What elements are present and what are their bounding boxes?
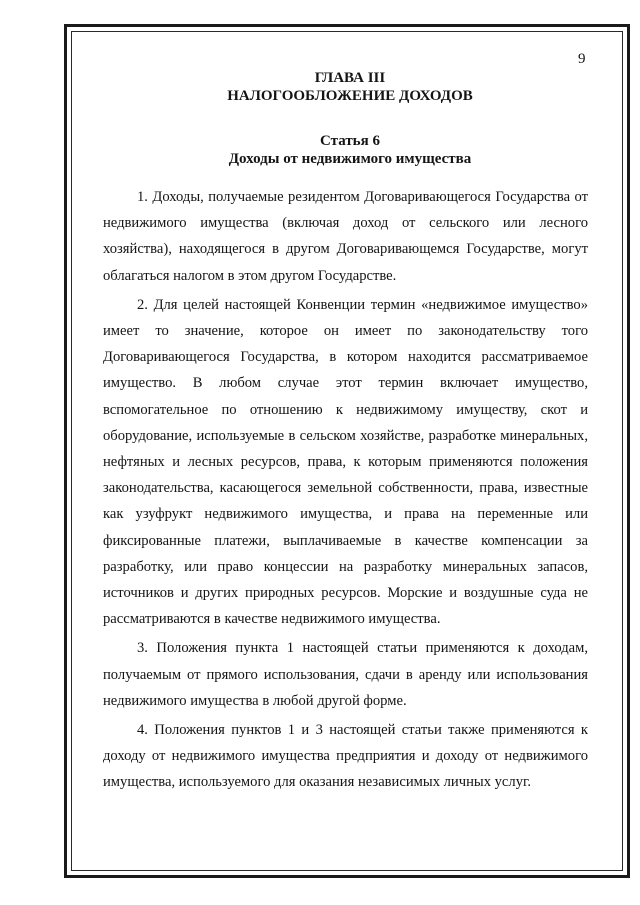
chapter-number: ГЛАВА III: [314, 70, 386, 86]
chapter-title: НАЛОГООБЛОЖЕНИЕ ДОХОДОВ: [227, 88, 473, 104]
article-title: Доходы от недвижимого имущества: [228, 151, 472, 167]
article-number: Статья 6: [320, 133, 380, 149]
paragraph-4: 4. Положения пунктов 1 и 3 настоящей статьи также применяются к доходу от недвижимого имущества предприятия и доходу от недвижимого имущества, используемого для оказания независимых личных услуг.: [103, 722, 588, 791]
chapter-heading: [100, 69, 600, 105]
article-heading: [100, 132, 600, 168]
paragraph-2: 2. Для целей настоящей Конвенции термин «недвижимое имущество» имеет то значение, которое он имеет по законодательству того Договаривающегося Государства, в котором находится рассматриваемое имущество. В любом случае этот термин включает имущество, вспомогательное по отношению к недвижимому имуществу, скот и оборудование, используемые в сельском хозяйстве, разработке минеральных, нефтяных и лесных ресурсов, права, к которым применяются положения законодательства, касающегося земельной собственности, права, известные как узуфрукт недвижимого имущества, и права на переменные или фиксированные платежи, выплачиваемые в качестве компенсации за разработку, или право концессии на разработку минеральных запасов, источников и других природных ресурсов. Морские и воздушные суда не рассматриваются в качестве недвижимого имущества.: [103, 296, 588, 628]
article-body: [103, 184, 588, 799]
paragraph-1: 1. Доходы, получаемые резидентом Договаривающегося Государства от недвижимого имущества (включая доход от сельского или лесного хозяйства), находящегося в другом Договаривающемся Государстве, могут облагаться налогом в этом другом Государстве.: [103, 189, 588, 284]
paragraph-3: 3. Положения пункта 1 настоящей статьи применяются к доходам, получаемым от прямого использования, сдачи в аренду или использования недвижимого имущества в любой другой форме.: [103, 640, 588, 709]
page-number: 9: [578, 51, 586, 67]
